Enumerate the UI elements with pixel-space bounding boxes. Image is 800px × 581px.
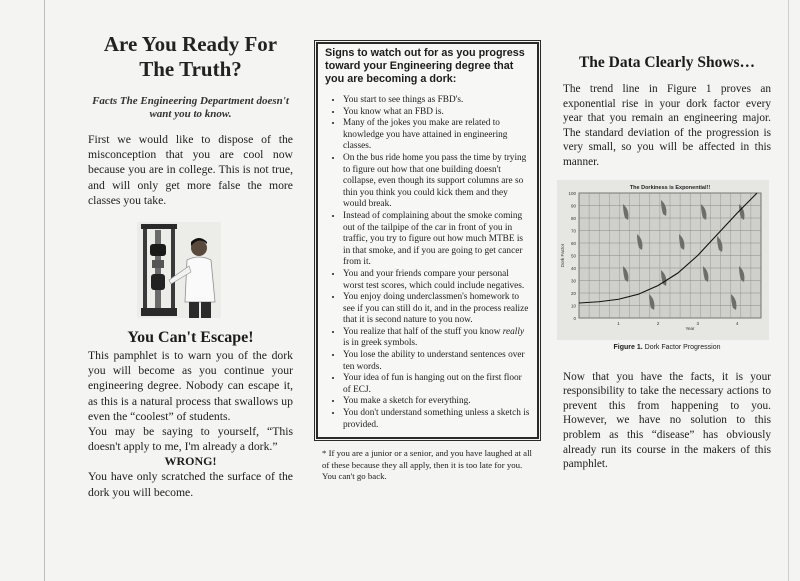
trend-paragraph: The trend line in Figure 1 proves an exponential rise in your dork factor every year that you remain an engineering major. The standard deviation of the progression is very small, so you will be affected in this manner. [563, 83, 771, 168]
x-tick-label: 2 [656, 320, 660, 326]
signs-heading: Signs to watch out for as you progress toward your Engineering degree that you are becoming a dork: [325, 47, 525, 85]
caption-text: Dork Factor Progression [644, 343, 721, 351]
page-title: Are You Ready For The Truth? [103, 32, 278, 81]
list-item: • On the bus ride home you pass the time by trying to figure out how that one building doesn't collapse, even though its support columns are so thin you think you could kick them and they would break. [343, 153, 530, 211]
y-tick-label: 10 [570, 303, 576, 309]
x-tick-label: 4 [736, 320, 739, 326]
section-heading-escape: You Can't Escape! [127, 329, 254, 347]
signs-box [316, 42, 539, 439]
subtitle: Facts The Engineering Department doesn't want you to know. [92, 95, 289, 120]
student-photo [137, 222, 221, 318]
list-item: • You don't understand something unless a sketch is provided. [343, 408, 530, 431]
data-heading: The Data Clearly Shows… [578, 54, 756, 71]
wrong-callout: WRONG! [164, 454, 217, 469]
list-item: • You enjoy doing underclassmen's homework to see if you can still do it, and in the process realize that it is second nature to you now. [343, 292, 530, 327]
responsibility-paragraph: Now that you have the facts, it is your responsibility to take the necessary actions to prevent this from happening to you. However, we have no solution to this problem as this “disease” has obviously already run its course in the makers of this pamphlet. [563, 370, 771, 471]
y-axis-label: Dork Factor [560, 243, 565, 267]
list-item: • Instead of complaining about the smoke coming out of the tailpipe of the car in front of you in traffic, you try to figure out how much MTBE is in that smoke, and if you are going to get cancer from it. [343, 211, 530, 269]
y-tick-label: 60 [570, 240, 576, 246]
y-tick-label: 80 [570, 215, 576, 221]
list-item: • You start to see things as FBD's. [343, 95, 530, 107]
y-tick-label: 40 [570, 265, 576, 271]
caption-label: Figure 1. [613, 343, 643, 351]
chart-svg [557, 180, 769, 340]
warning-paragraph: This pamphlet is to warn you of the dork you will become as you continue your engineering degree. Nobody can escape it, as this is a natural process that swallows up even the “coolest” of students. [88, 349, 293, 423]
y-tick-label: 20 [570, 290, 576, 296]
self-doubt-paragraph: You may be saying to yourself, “This doesn't apply to me, I'm already a dork.” [88, 425, 293, 454]
signs-list [325, 95, 530, 431]
intro-paragraph: First we would like to dispose of the misconception that you are cool now because you are in college. This is not true, and will only get more false the more classes you take. [88, 133, 293, 207]
chart-title: The Dorkiness is Exponential!! [629, 184, 711, 191]
y-tick-label: 90 [570, 203, 576, 209]
list-item: • You realize that half of the stuff you know really is in greek symbols. [343, 327, 530, 350]
closing-paragraph: You have only scratched the surface of the dork you will become. [88, 470, 293, 499]
list-item: • You and your friends compare your personal worst test scores, which could include negatives. [343, 269, 530, 292]
column-left [88, 32, 293, 500]
list-item: • You know what an FBD is. [343, 107, 530, 119]
x-tick-label: 3 [696, 320, 699, 326]
y-tick-label: 50 [570, 253, 576, 259]
y-tick-label: 100 [568, 190, 576, 196]
column-middle [316, 42, 539, 483]
page-fold-left [44, 0, 45, 581]
y-tick-label: 0 [573, 315, 576, 321]
list-item: • Your idea of fun is hanging out on the first floor of ECJ. [343, 373, 530, 396]
student-with-test-machine-image [137, 222, 221, 318]
footnote: * If you are a junior or a senior, and you have laughed at all of these because they all apply, then it is too late for you. You can't go back. [322, 448, 532, 482]
y-tick-label: 70 [570, 228, 576, 234]
list-item: • You make a sketch for everything. [343, 396, 530, 408]
list-item: • Many of the jokes you make are related to knowledge you have attained in engineering classes. [343, 118, 530, 153]
column-right [560, 53, 771, 472]
page-fold-right [788, 0, 789, 581]
x-axis-label: Year [685, 325, 695, 331]
list-item: • You lose the ability to understand sentences over ten words. [343, 350, 530, 373]
dork-factor-chart [557, 180, 769, 340]
figure-caption [563, 343, 771, 352]
x-tick-label: 1 [617, 320, 620, 326]
y-tick-label: 30 [570, 278, 576, 284]
